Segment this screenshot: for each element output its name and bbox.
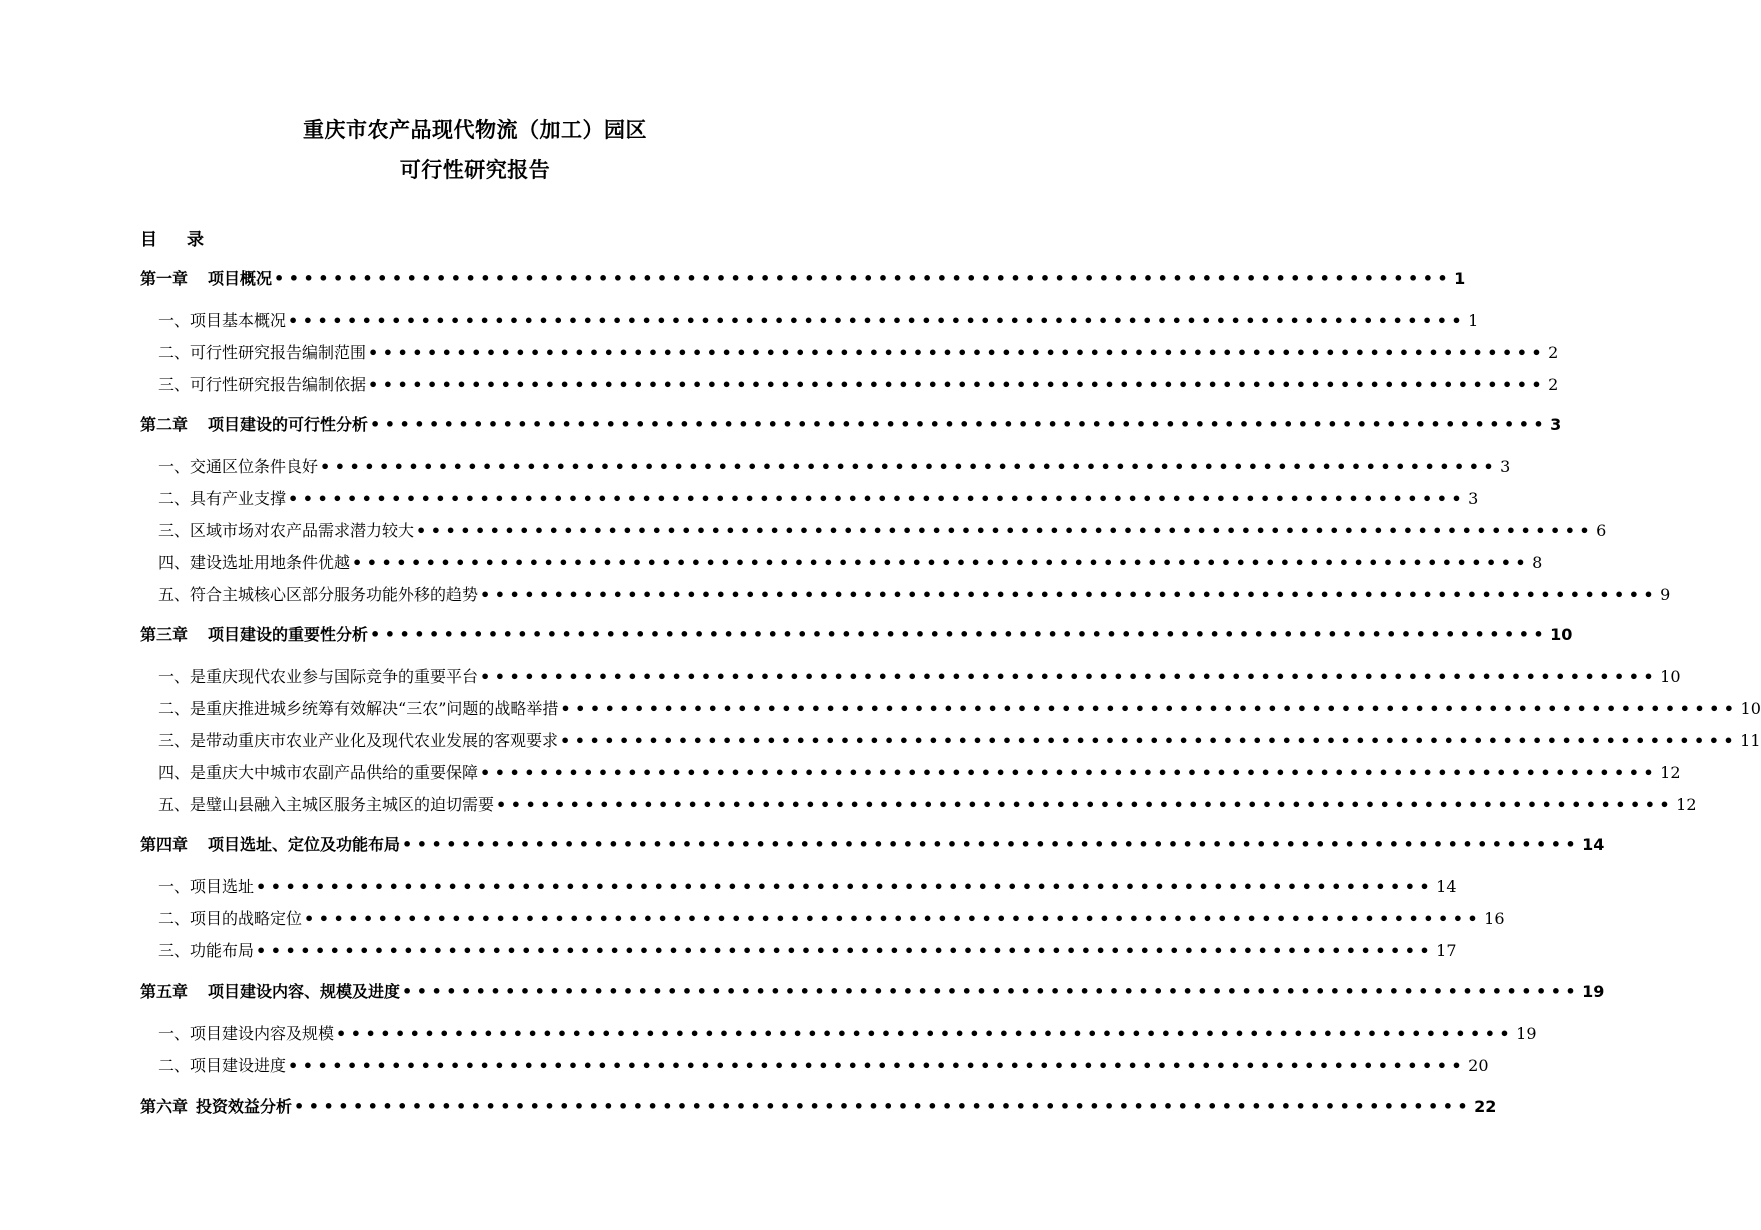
toc-section-entry[interactable] — [158, 938, 1457, 961]
toc-entry-number: 三、 — [158, 375, 191, 394]
toc-heading-right: 录 — [187, 230, 204, 250]
toc-entry-title: 功能布局 — [190, 941, 255, 960]
toc-entry-number: 第二章 — [140, 415, 189, 434]
toc-section-entry[interactable] — [158, 1053, 1489, 1076]
toc-page-number: 19 — [1516, 1024, 1537, 1043]
toc-section-entry[interactable] — [158, 1021, 1537, 1044]
toc-entry-number: 一、 — [158, 311, 191, 330]
toc-chapter-entry[interactable] — [140, 832, 1605, 855]
toc-chapter-entry[interactable] — [140, 266, 1466, 289]
toc-page-number: 22 — [1474, 1097, 1497, 1116]
toc-entry-label — [158, 728, 558, 751]
toc-entry-title: 项目基本概况 — [190, 311, 287, 330]
toc-section-entry[interactable] — [158, 518, 1607, 541]
toc-page-number: 11 — [1740, 731, 1761, 750]
toc-entry-title: 是重庆推进城乡统筹有效解决“三农”问题的战略举措 — [190, 699, 559, 718]
toc-entry-label — [158, 454, 318, 477]
toc-entry-number: 三、 — [158, 521, 191, 540]
toc-entry-number: 一、 — [158, 667, 191, 686]
toc-entry-number: 四、 — [158, 763, 191, 782]
toc-page-number: 2 — [1548, 375, 1559, 394]
toc-chapter-entry[interactable] — [140, 1094, 1497, 1117]
toc-chapter-entry[interactable] — [140, 979, 1605, 1002]
toc-entry-label — [140, 1094, 292, 1117]
toc-dot-leader: •••••••••••••••••••••••••••••••••••••••••••••••••••••••••••••••••••••••••••••••• — [352, 553, 1531, 572]
toc-page-number: 9 — [1660, 585, 1671, 604]
toc-entry-number: 一、 — [158, 877, 191, 896]
toc-entry-label — [158, 372, 366, 395]
toc-entry-title: 符合主城核心区部分服务功能外移的趋势 — [190, 585, 479, 604]
toc-page-number: 2 — [1548, 343, 1559, 362]
toc-entry-title: 是重庆现代农业参与国际竞争的重要平台 — [190, 667, 479, 686]
toc-entry-label — [158, 308, 286, 331]
toc-section-entry[interactable] — [158, 664, 1681, 687]
toc-entry-title: 具有产业支撑 — [190, 489, 287, 508]
toc-entry-number: 一、 — [158, 457, 191, 476]
toc-entry-title: 项目选址 — [190, 877, 255, 896]
toc-entry-label — [140, 979, 400, 1002]
toc-section-entry[interactable] — [158, 372, 1559, 395]
toc-entry-title: 交通区位条件良好 — [190, 457, 319, 476]
toc-entry-number: 第四章 — [140, 835, 189, 854]
toc-entry-number: 二、 — [158, 343, 191, 362]
toc-entry-title: 区域市场对农产品需求潜力较大 — [190, 521, 415, 540]
toc-entry-label — [158, 340, 366, 363]
toc-page-number: 20 — [1468, 1056, 1489, 1075]
toc-page-number: 12 — [1676, 795, 1697, 814]
toc-dot-leader: •••••••••••••••••••••••••••••••••••••••••••••••••••••••••••••••••••••••••••••••• — [256, 941, 1435, 960]
toc-entry-number: 第一章 — [140, 269, 189, 288]
toc-entry-label — [140, 832, 400, 855]
toc-entry-label — [158, 664, 478, 687]
toc-dot-leader: •••••••••••••••••••••••••••••••••••••••••••••••••••••••••••••••••••••••••••••••• — [288, 311, 1467, 330]
toc-page-number: 3 — [1468, 489, 1479, 508]
toc-dot-leader: •••••••••••••••••••••••••••••••••••••••••••••••••••••••••••••••••••••••••••••••• — [416, 521, 1595, 540]
toc-page-number: 14 — [1436, 877, 1457, 896]
toc-entry-label — [158, 1021, 334, 1044]
toc-entry-number: 二、 — [158, 909, 191, 928]
toc-entry-title: 建设选址用地条件优越 — [190, 553, 351, 572]
toc-page-number: 14 — [1582, 835, 1605, 854]
toc-page-number: 12 — [1660, 763, 1681, 782]
toc-section-entry[interactable] — [158, 308, 1479, 331]
toc-dot-leader: •••••••••••••••••••••••••••••••••••••••••••••••••••••••••••••••••••••••••••••••• — [480, 763, 1659, 782]
toc-entry-title: 项目建设内容、规模及进度 — [208, 982, 401, 1001]
toc-dot-leader: •••••••••••••••••••••••••••••••••••••••••••••••••••••••••••••••••••••••••••••••• — [370, 625, 1549, 644]
toc-page-number: 8 — [1532, 553, 1543, 572]
toc-section-entry[interactable] — [158, 340, 1559, 363]
toc-entry-number: 一、 — [158, 1024, 191, 1043]
toc-entry-label — [158, 518, 414, 541]
toc-chapter-entry[interactable] — [140, 622, 1573, 645]
toc-heading-left: 目 — [140, 230, 157, 250]
toc-entry-title: 项目建设的可行性分析 — [208, 415, 369, 434]
toc-dot-leader: •••••••••••••••••••••••••••••••••••••••••••••••••••••••••••••••••••••••••••••••• — [560, 699, 1739, 718]
toc-entry-label — [158, 486, 286, 509]
toc-entry-label — [158, 760, 478, 783]
toc-page-number: 1 — [1454, 269, 1466, 288]
toc-dot-leader: •••••••••••••••••••••••••••••••••••••••••••••••••••••••••••••••••••••••••••••••• — [368, 343, 1547, 362]
toc-dot-leader: •••••••••••••••••••••••••••••••••••••••••••••••••••••••••••••••••••••••••••••••• — [480, 585, 1659, 604]
toc-entry-number: 二、 — [158, 489, 191, 508]
toc-page-number: 10 — [1740, 699, 1761, 718]
toc-section-entry[interactable] — [158, 906, 1505, 929]
toc-page-number: 3 — [1500, 457, 1511, 476]
toc-section-entry[interactable] — [158, 728, 1761, 751]
toc-entry-label — [158, 582, 478, 605]
toc-entry-title: 是带动重庆市农业产业化及现代农业发展的客观要求 — [190, 731, 559, 750]
toc-dot-leader: •••••••••••••••••••••••••••••••••••••••••••••••••••••••••••••••••••••••••••••••• — [274, 269, 1453, 288]
toc-entry-label — [158, 906, 302, 929]
toc-entry-title: 项目概况 — [208, 269, 273, 288]
toc-entry-title: 项目建设进度 — [190, 1056, 287, 1075]
toc-entry-title: 项目建设内容及规模 — [190, 1024, 335, 1043]
toc-entry-number: 第三章 — [140, 625, 189, 644]
document-title-line1: 重庆市农产品现代物流（加工）园区 — [303, 118, 647, 142]
toc-entry-label — [158, 874, 254, 897]
toc-entry-number: 第六章 — [140, 1097, 189, 1116]
toc-entry-title: 项目选址、定位及功能布局 — [208, 835, 401, 854]
toc-section-entry[interactable] — [158, 792, 1697, 815]
toc-entry-title: 投资效益分析 — [196, 1097, 293, 1116]
toc-dot-leader: •••••••••••••••••••••••••••••••••••••••••••••••••••••••••••••••••••••••••••••••• — [560, 731, 1739, 750]
toc-entry-number: 五、 — [158, 585, 191, 604]
toc-entry-number: 二、 — [158, 699, 191, 718]
toc-entry-number: 三、 — [158, 941, 191, 960]
toc-section-entry[interactable] — [158, 454, 1511, 477]
toc-page-number: 17 — [1436, 941, 1457, 960]
toc-section-entry[interactable] — [158, 874, 1457, 897]
document-title-line2: 可行性研究报告 — [399, 158, 551, 182]
toc-entry-number: 二、 — [158, 1056, 191, 1075]
toc-page-number: 6 — [1596, 521, 1607, 540]
toc-entry-label — [158, 696, 558, 719]
toc-entry-title: 可行性研究报告编制依据 — [190, 375, 367, 394]
toc-dot-leader: •••••••••••••••••••••••••••••••••••••••••••••••••••••••••••••••••••••••••••••••• — [304, 909, 1483, 928]
toc-page-number: 1 — [1468, 311, 1479, 330]
toc-page-number: 19 — [1582, 982, 1605, 1001]
toc-entry-title: 项目建设的重要性分析 — [208, 625, 369, 644]
toc-page-number: 3 — [1550, 415, 1562, 434]
toc-dot-leader: •••••••••••••••••••••••••••••••••••••••••••••••••••••••••••••••••••••••••••••••• — [402, 982, 1581, 1001]
toc-entry-title: 是重庆大中城市农副产品供给的重要保障 — [190, 763, 479, 782]
toc-dot-leader: •••••••••••••••••••••••••••••••••••••••••••••••••••••••••••••••••••••••••••••••• — [320, 457, 1499, 476]
toc-entry-label — [158, 938, 254, 961]
toc-entry-label — [158, 792, 494, 815]
toc-dot-leader: •••••••••••••••••••••••••••••••••••••••••••••••••••••••••••••••••••••••••••••••• — [496, 795, 1675, 814]
toc-heading — [140, 225, 204, 250]
toc-entry-label — [140, 412, 368, 435]
toc-dot-leader: •••••••••••••••••••••••••••••••••••••••••••••••••••••••••••••••••••••••••••••••• — [336, 1024, 1515, 1043]
toc-entry-number: 第五章 — [140, 982, 189, 1001]
toc-section-entry[interactable] — [158, 696, 1761, 719]
toc-entry-title: 项目的战略定位 — [190, 909, 303, 928]
toc-entry-label — [140, 266, 272, 289]
toc-dot-leader: •••••••••••••••••••••••••••••••••••••••••••••••••••••••••••••••••••••••••••••••• — [256, 877, 1435, 896]
toc-entry-number: 三、 — [158, 731, 191, 750]
toc-dot-leader: •••••••••••••••••••••••••••••••••••••••••••••••••••••••••••••••••••••••••••••••• — [480, 667, 1659, 686]
toc-chapter-entry[interactable] — [140, 412, 1562, 435]
toc-entry-title: 是璧山县融入主城区服务主城区的迫切需要 — [190, 795, 495, 814]
toc-dot-leader: •••••••••••••••••••••••••••••••••••••••••••••••••••••••••••••••••••••••••••••••• — [370, 415, 1549, 434]
toc-section-entry[interactable] — [158, 550, 1543, 573]
toc-page-number: 16 — [1484, 909, 1505, 928]
toc-dot-leader: •••••••••••••••••••••••••••••••••••••••••••••••••••••••••••••••••••••••••••••••• — [402, 835, 1581, 854]
toc-entry-number: 四、 — [158, 553, 191, 572]
toc-entry-label — [158, 550, 350, 573]
toc-section-entry[interactable] — [158, 582, 1671, 605]
toc-dot-leader: •••••••••••••••••••••••••••••••••••••••••••••••••••••••••••••••••••••••••••••••• — [294, 1097, 1473, 1116]
toc-section-entry[interactable] — [158, 486, 1479, 509]
toc-dot-leader: •••••••••••••••••••••••••••••••••••••••••••••••••••••••••••••••••••••••••••••••• — [288, 489, 1467, 508]
toc-dot-leader: •••••••••••••••••••••••••••••••••••••••••••••••••••••••••••••••••••••••••••••••• — [288, 1056, 1467, 1075]
toc-page-number: 10 — [1660, 667, 1681, 686]
toc-entry-label — [158, 1053, 286, 1076]
toc-entry-label — [140, 622, 368, 645]
toc-entry-title: 可行性研究报告编制范围 — [190, 343, 367, 362]
toc-entry-number: 五、 — [158, 795, 191, 814]
toc-page-number: 10 — [1550, 625, 1573, 644]
toc-dot-leader: •••••••••••••••••••••••••••••••••••••••••••••••••••••••••••••••••••••••••••••••• — [368, 375, 1547, 394]
toc-section-entry[interactable] — [158, 760, 1681, 783]
